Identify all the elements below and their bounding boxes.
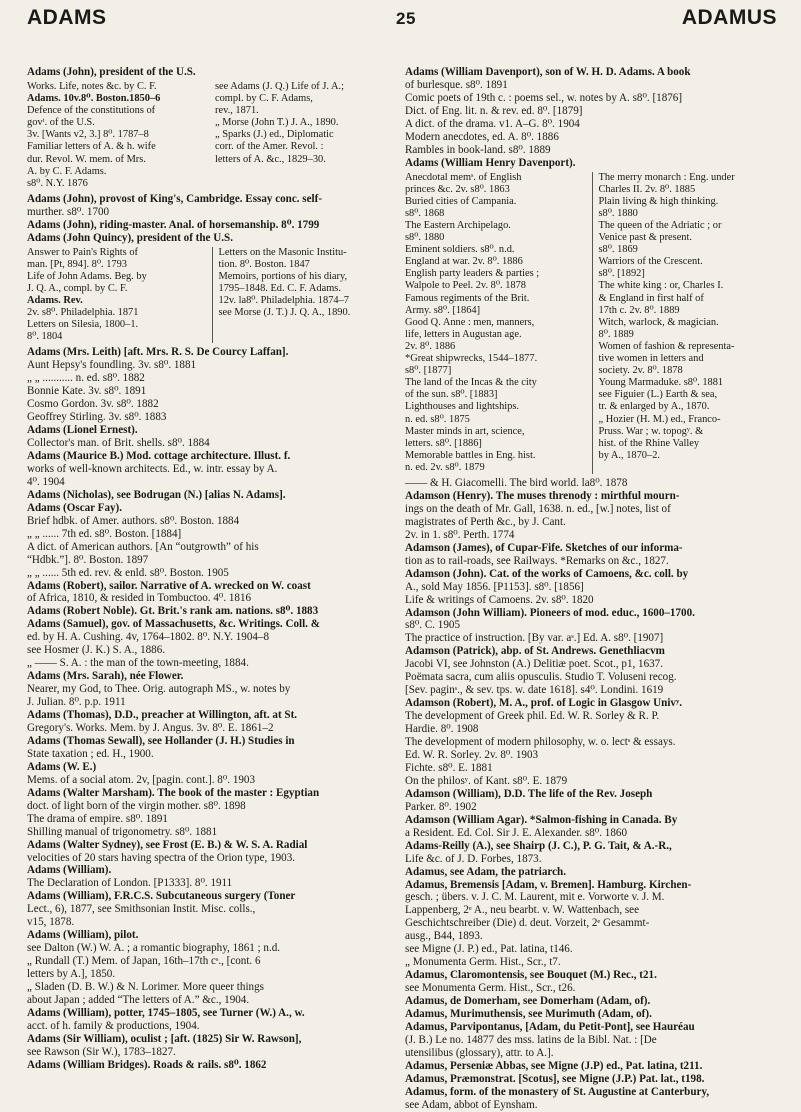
entry-line: Works. Life, notes &c. by C. F. — [27, 80, 157, 92]
entry-line: Collector's man. of Brit. shells. s8⁰. 1884 — [27, 437, 210, 450]
entry-line: —— & H. Giacomelli. The bird world. la8⁰. 1878 — [405, 476, 628, 489]
entry-line: Life & writings of Camoens. 2v. s8⁰. 1820 — [405, 593, 594, 606]
entry-line: 2v. s8⁰. Philadelphia. 1871 — [27, 307, 139, 319]
entry-line: Adams. Rev. — [27, 294, 83, 306]
entry-line: *Great shipwrecks, 1544–1877. — [405, 353, 538, 365]
entry-line: Adams (Mrs. Sarah), née Flower. — [27, 670, 184, 683]
entry-line: 3v. [Wants v2, 3.] 8⁰. 1787–8 — [27, 129, 149, 141]
entry-line: about Japan ; added “The letters of A.” &c., 1904. — [27, 994, 250, 1007]
entry-line: On the philosʸ. of Kant. s8⁰. E. 1879 — [405, 774, 568, 787]
entry-line: velocities of 20 stars having spectra of the Orion type, 1903. — [27, 851, 296, 864]
entry-line: „ Rundall (T.) Mem. of Japan, 16th–17th cˢ., [cont. 6 — [27, 955, 261, 968]
entry-line: The merry monarch : Eng. under — [598, 171, 735, 183]
entry-line: „ „ ...... 5th ed. rev. & enld. s8⁰. Boston. 1905 — [27, 566, 229, 579]
entry-line: society. 2v. 8⁰. 1878 — [598, 365, 683, 377]
entry-line: Jacobi VI, see Johnston (A.) Delitiæ poet. Scot., p1, 1637. — [405, 658, 664, 671]
entry-line: Adamus, Claromontensis, see Bouquet (M.) Rec., t21. — [405, 969, 657, 982]
entry-group — [405, 66, 777, 170]
entry-line: Gregory's. Works. Mem. by J. Angus. 3v. 8⁰. E. 1861–2 — [27, 722, 274, 734]
entry-line: compl. by C. F. Adams, — [215, 93, 313, 105]
entry-line: Adams (William Davenport), son of W. H. D. Adams. A book — [405, 66, 691, 78]
entry-line: [Sev. paginˢ., & sev. tps. w. date 1618]. s4⁰. Londini. 1619 — [405, 684, 664, 697]
entry-line: Witch, warlock, & magician. — [598, 316, 719, 328]
entry-line: ings on the death of Mr. Gall, 1638. n. ed., [w.] notes, list of — [405, 502, 671, 515]
entry-line: 2v. 8⁰. 1886 — [405, 340, 456, 352]
entry-line: The land of the Incas & the city — [405, 377, 537, 389]
two-column-block — [405, 172, 777, 474]
entry-line: Memoirs, portions of his diary, — [218, 270, 348, 282]
entry-line: see Adams (J. Q.) Life of J. A.; — [215, 80, 344, 92]
entry-line: 17th c. 2v. 8⁰. 1889 — [598, 304, 680, 316]
entry-line: Adamus, Murimuthensis, see Murimuth (Adam, of). — [405, 1008, 652, 1021]
entry-line: (J. B.) Le no. 14877 des mss. latins de la Bibl. Nat. : [De — [405, 1033, 657, 1046]
entry-line: Master minds in art, science, — [405, 425, 525, 437]
entry-line: of the sun. s8⁰. [1883] — [405, 389, 498, 401]
entry-line: Adamus, form. of the monastery of St. Augustine at Canterbury, — [405, 1085, 710, 1098]
entry-line: 8⁰. 1889 — [598, 328, 634, 340]
entry-line: Adams (Thomas Sewall), see Hollander (J. H.) Studies in — [27, 734, 295, 747]
entry-line: The drama of empire. s8⁰. 1891 — [27, 812, 168, 825]
entry-line: s8⁰. 1869 — [598, 244, 638, 256]
entry-line: The development of modern philosophy, w. o. lectˢ & essays. — [405, 736, 676, 749]
entry-line: Defence of the constitutions of — [27, 105, 156, 117]
entry-line: Buried cities of Campania. — [405, 195, 517, 207]
entry-line: acct. of h. family & productions, 1904. — [27, 1019, 200, 1032]
entry-line: 12v. la8⁰. Philadelphia. 1874–7 — [218, 294, 349, 306]
entry-line: 4⁰. 1904 — [27, 475, 65, 488]
entry-line: The queen of the Adriatic ; or — [598, 220, 722, 231]
entry-line: „ „ ...... 7th ed. s8⁰. Boston. [1884] — [27, 527, 182, 540]
entry-line: Anecdotal memˢ. of English — [405, 171, 522, 183]
entry-line: Brief hdbk. of Amer. authors. s8⁰. Boston. 1884 — [27, 514, 240, 527]
entry-line: letters by A.], 1850. — [27, 968, 116, 981]
entry-line: Parker. 8⁰. 1902 — [405, 800, 477, 813]
running-head-left: ADAMS — [27, 6, 107, 29]
sub-column-left — [27, 81, 207, 190]
entry-line: s8⁰. 1868 — [405, 207, 445, 219]
entry-line: n. ed. 2v. s8⁰. 1879 — [405, 461, 485, 473]
entry-line: Adamson (James), of Cupar-Fife. Sketches of our informa- — [405, 541, 683, 554]
entry-line: Adams (John), riding-master. Anal. of horsemanship. 8⁰. 1799 — [27, 218, 320, 231]
entry-line: Adams. 10v.8⁰. Boston.1850–6 — [27, 93, 161, 105]
entry-list — [405, 477, 777, 1112]
entry-line: State taxation ; ed. H., 1900. — [27, 747, 154, 760]
left-column — [27, 66, 395, 1072]
entry-line: Answer to Pain's Rights of — [27, 246, 138, 258]
entry-line: Pruss. War ; w. topogʸ. & — [598, 425, 704, 437]
entry-line: Walpole to Peel. 2v. 8⁰. 1878 — [405, 280, 526, 292]
entry-line: corr. of the Amer. Revol. : — [215, 141, 324, 153]
entry-line: „ Sladen (D. B. W.) & N. Lorimer. More queer things — [27, 981, 264, 994]
entry-line: see Morse (J. T.) J. Q. A., 1890. — [218, 307, 351, 319]
entry-line: Adams (Robert Noble). Gt. Brit.'s rank am. nations. s8⁰. 1883 — [27, 605, 319, 618]
entry-line: Adams (Thomas), D.D., preacher at Willington, aft. at St. — [27, 709, 298, 722]
entry-line: Charles II. 2v. 8⁰. 1885 — [598, 183, 696, 195]
entry-line: s8⁰. C. 1905 — [405, 619, 460, 632]
entry-line: Ed. W. R. Sorley. 2v. 8⁰. 1903 — [405, 748, 539, 761]
entry-line: see Dalton (W.) W. A. ; a romantic biography, 1861 ; n.d. — [27, 942, 281, 955]
entry-line: of burlesque. s8⁰. 1891 — [405, 78, 508, 91]
entry-line: Adams (John), provost of King's, Cambridge. Essay conc. self- — [27, 192, 323, 205]
entry-line: Life &c. of J. D. Forbes, 1873. — [405, 852, 542, 865]
entry-line: Adamus, Perseniæ Abbas, see Migne (J.P) ed., Pat. latina, t211. — [405, 1059, 703, 1072]
entry-line: Adams (Nicholas), see Bodrugan (N.) [alias N. Adams]. — [27, 488, 286, 501]
entry-line: Young Marmaduke. s8⁰. 1881 — [598, 377, 724, 389]
entry-line: Adamus, Bremensis [Adam, v. Bremen]. Hamburg. Kirchen- — [405, 878, 692, 891]
entry-line: see Monumenta Germ. Hist., Scr., t26. — [405, 982, 576, 995]
entry-line: gesch. ; übers. v. J. C. M. Laurent, mit e. Vorworte v. J. M. — [405, 891, 665, 904]
entry-line: Adamus, Præmonstrat. [Scotus], see Migne (J.P.) Pat. lat., t198. — [405, 1072, 705, 1085]
entry-line: Adams (Mrs. Leith) [aft. Mrs. R. S. De Courcy Laffan]. — [27, 346, 289, 359]
entry-line: A dict. of the drama. v1. A–G. 8⁰. 1904 — [405, 117, 580, 130]
entry-line: Good Q. Anne : men, manners, — [405, 316, 535, 328]
entry-line: Women of fashion & representa- — [598, 340, 735, 352]
entry-line: Venice past & present. — [598, 232, 692, 244]
entry-line: Familiar letters of A. & h. wife — [27, 141, 156, 153]
entry-line: works of well-known architects. Ed., w. intr. essay by A. — [27, 462, 278, 475]
entry-line: Adams (William). — [27, 864, 112, 877]
entry-line: 1795–1848. Ed. C. F. Adams. — [218, 282, 341, 294]
entry-line: tion as to rail-roads, see Railways. *Remarks on &c., 1827. — [405, 554, 669, 567]
entry-line: Adamus, de Domerham, see Domerham (Adam, of). — [405, 995, 651, 1008]
entry-line: Lighthouses and lightships. — [405, 401, 520, 413]
entry-line: Adamus, Parvipontanus, [Adam, du Petit-Pont], see Hauréau — [405, 1021, 695, 1033]
running-head-right: ADAMUS — [681, 6, 777, 29]
entry-line: letters of A. &c., 1829–30. — [215, 153, 326, 165]
entry-line: Adamson (John). Cat. of the works of Camoens, &c. coll. by — [405, 567, 689, 580]
page-header — [0, 0, 801, 46]
entry-line: „ Hozier (H. M.) ed., Franco- — [598, 413, 721, 425]
entry-line: Adamson (John William). Pioneers of mod. educ., 1600–1700. — [405, 606, 695, 619]
entry-line: govᵗ. of the U.S. — [27, 117, 95, 129]
entry-line: Plain living & high thinking. — [598, 195, 719, 207]
entry-line: utensilibus (glossary), attr. to A.]. — [405, 1046, 554, 1059]
entry-line: Adamson (Henry). The muses threnody : mirthful mourn- — [405, 489, 680, 502]
entry-line: of Africa, 1810, & resided in Tombuctoo. 4⁰. 1816 — [27, 592, 252, 605]
entry-line: see Hosmer (J. K.) S. A., 1886. — [27, 644, 166, 657]
entry-line: Shilling manual of trigonometry. s8⁰. 1881 — [27, 825, 218, 838]
entry-line: Adams (Sir William), oculist ; [aft. (1825) Sir W. Rawson], — [27, 1032, 302, 1045]
entry-heading: Adams (John), president of the U.S. — [27, 66, 196, 78]
right-column — [405, 66, 777, 1112]
entry-line: tive women in letters and — [598, 353, 704, 365]
entry-line: J. Julian. 8⁰. p.p. 1911 — [27, 696, 126, 709]
entry-line: Memorable battles in Eng. hist. — [405, 449, 536, 461]
entry-line: The practice of instruction. [By var. aˢ.] Ed. A. s8⁰. [1907] — [405, 632, 664, 645]
entry-line: Adams (Maurice B.) Mod. cottage architecture. Illust. f. — [27, 449, 291, 462]
entry-line: Adamson (Robert), M. A., prof. of Logic in Glasgow Univʸ. — [405, 697, 683, 710]
entry-line: Adams (William Bridges). Roads & rails. s8⁰. 1862 — [27, 1058, 267, 1071]
entry-line: see Adam, abbot of Eynsham. — [405, 1098, 538, 1111]
entry-line: A. by C. F. Adams. — [27, 165, 107, 177]
entry-line: Letters on Silesia, 1800–1. — [27, 319, 139, 331]
entry-line: Lect., 6), 1877, see Smithsonian Instit. Misc. colls., — [27, 903, 256, 916]
entry-line: s8⁰. 1880 — [405, 232, 445, 244]
sub-column-right — [215, 81, 395, 190]
entry-line: Famous regiments of the Brit. — [405, 292, 530, 304]
entry-line: Cosmo Gordon. 3v. s8⁰. 1882 — [27, 398, 159, 411]
entry-line: Adamus, see Adam, the patriarch. — [405, 865, 566, 878]
entry-line: The development of Greek phil. Ed. W. R. Sorley & R. P. — [405, 710, 660, 723]
entry-line: Geoffrey Stirling. 3v. s8⁰. 1883 — [27, 411, 167, 424]
sub-column-right — [212, 247, 396, 344]
entry-line: n. ed. s8⁰. 1875 — [405, 413, 470, 425]
entry-line: princes &c. 2v. s8⁰. 1863 — [405, 183, 510, 195]
entry-line: „ Sparks (J.) ed., Diplomatic — [215, 129, 334, 141]
entry-line: Adams (Oscar Fay). — [27, 501, 123, 514]
entry-line: Letters on the Masonic Institu- — [218, 246, 347, 258]
entry-line: 8⁰. 1804 — [27, 331, 63, 343]
entry-line: „ Morse (John T.) J. A., 1890. — [215, 117, 339, 129]
entry-line: tr. & enlarged by A., 1870. — [598, 401, 710, 413]
entry-line: murther. s8⁰. 1700 — [27, 205, 110, 218]
entry-line: Aunt Hepsy's foundling. 3v. s8⁰. 1881 — [27, 359, 197, 372]
entry-line: Comic poets of 19th c. : poems sel., w. notes by A. s8⁰. [1876] — [405, 91, 683, 104]
entry-line: by A., 1870–2. — [598, 449, 660, 461]
entry-line: life, letters in Augustan age. — [405, 328, 522, 340]
entry-line: „ „ ........... n. ed. s8⁰. 1882 — [27, 372, 145, 385]
entry-line: ed. by H. A. Cushing. 4v, 1764–1802. 8⁰. N.Y. 1904–8 — [27, 631, 270, 644]
two-column-block — [27, 247, 395, 344]
entry-line: English party leaders & parties ; — [405, 268, 540, 280]
entry-line: Dict. of Eng. lit. n. & rev. ed. 8⁰. [1879] — [405, 104, 583, 117]
two-column-block — [27, 81, 395, 190]
entry-line: Life of John Adams. Beg. by — [27, 270, 147, 282]
entry-line: Adams (William), F.R.C.S. Subcutaneous surgery (Toner — [27, 890, 296, 903]
entry-line: rev., 1871. — [215, 105, 259, 117]
entry-line: 2v. in 1. s8⁰. Perth. 1774 — [405, 528, 515, 541]
entry-line: hist. of the Rhine Valley — [598, 437, 700, 449]
entry-line: Bonnie Kate. 3v. s8⁰. 1891 — [27, 385, 147, 398]
entry-line: Eminent soldiers. s8⁰. n.d. — [405, 244, 515, 256]
entry-line: Adams (Samuel), gov. of Massachusetts, &c. Writings. Coll. & — [27, 618, 320, 631]
sub-column-right — [592, 172, 778, 474]
entry-line: Adams (John Quincy), president of the U.S. — [27, 231, 233, 244]
entry-line: A., sold May 1856. [P1153]. s8⁰. [1856] — [405, 580, 584, 593]
entry-line: Modern anecdotes, ed. A. 8⁰. 1886 — [405, 130, 559, 143]
entry-line: see Migne (J. P.) ed., Pat. latina, t146. — [405, 943, 573, 956]
entry-line: Fichte. s8⁰. E. 1881 — [405, 761, 493, 774]
entry-line: Adamson (William Agar). *Salmon-fishing in Canada. By — [405, 813, 678, 826]
sub-column-left — [27, 247, 204, 344]
entry-line: The Eastern Archipelago. — [405, 220, 511, 231]
entry-line: „ Monumenta Germ. Hist., Scr., t7. — [405, 956, 561, 969]
entry-line: England at war. 2v. 8⁰. 1886 — [405, 256, 523, 268]
entry-line: see Figuier (L.) Earth & sea, — [598, 389, 718, 401]
entry-line: s8⁰. N.Y. 1876 — [27, 177, 88, 189]
entry-line: Adams (William), potter, 1745–1805, see Turner (W.) A., w. — [27, 1006, 305, 1019]
entry-line: „ —— S. A. : the man of the town-meeting, 1884. — [27, 657, 249, 670]
entry-line: A dict. of American authors. [An “outgrowth” of his — [27, 540, 259, 553]
entry-line: tion. 8⁰. Boston. 1847 — [218, 258, 310, 270]
entry-line: J. Q. A., compl. by C. F. — [27, 282, 128, 294]
entry-line: Adams (Lionel Ernest). — [27, 424, 138, 437]
entry-line: doct. of light born of the virgin mother. s8⁰. 1898 — [27, 799, 246, 812]
entry-line: Mems. of a social atom. 2v, [pagin. cont.]. 8⁰. 1903 — [27, 773, 256, 786]
entry-line: v15, 1878. — [27, 916, 75, 929]
entry-line: Poëmata sacra, cum aliis opusculis. Studio T. Voluseni recog. — [405, 671, 677, 684]
sub-column-left — [405, 172, 584, 474]
entry-line: magistrates of Perth &c., by J. Cant. — [405, 515, 566, 528]
entry-line: s8⁰. [1892] — [598, 268, 645, 280]
entry-line: Adams (William Henry Davenport). — [405, 156, 576, 169]
entry-line: Geschichtschreiber (Die) d. deut. Vorzeit, 2ᵉ Gesammt- — [405, 917, 650, 930]
entry-list — [27, 346, 395, 1071]
entry-line: Adams (W. E.) — [27, 760, 97, 773]
entry-line: Adamson (Patrick), abp. of St. Andrews. Genethliacvm — [405, 645, 665, 658]
entry-line: & England in first half of — [598, 292, 704, 304]
entry-line: Adamson (William), D.D. The life of the Rev. Joseph — [405, 787, 653, 800]
entry-line: man. [Pt, 894]. 8⁰. 1793 — [27, 258, 127, 270]
page-number: 25 — [396, 9, 416, 28]
entry-line: s8⁰. 1880 — [598, 207, 638, 219]
entry-line: see Rawson (Sir W.), 1783–1827. — [27, 1045, 176, 1058]
entry-line: Adams (Walter Marsham). The book of the master : Egyptian — [27, 786, 320, 799]
entry-line: dur. Revol. W. mem. of Mrs. — [27, 153, 146, 165]
entry-line: Rambles in book-land. s8⁰. 1889 — [405, 143, 551, 156]
entry-line: Nearer, my God, to Thee. Orig. autograph MS., w. notes by — [27, 683, 291, 696]
entry-group — [27, 193, 395, 245]
entry-line: letters. s8⁰. [1886] — [405, 437, 482, 449]
entry-line: ausg., B44, 1893. — [405, 930, 483, 943]
entry-line: The Declaration of London. [P1333]. 8⁰. 1911 — [27, 877, 233, 890]
entry-line: Adams-Reilly (A.), see Shairp (J. C.), P. G. Tait, & A.-R., — [405, 839, 672, 852]
entry-line: Lappenberg, 2ᵉ A., neu bearbt. v. W. Wattenbach, see — [405, 904, 640, 917]
entry-line: a Resident. Ed. Col. Sir J. E. Alexander. s8⁰. 1860 — [405, 826, 627, 839]
entry-line: Adams (Robert), sailor. Narrative of A. wrecked on W. coast — [27, 579, 311, 592]
entry-line: Hardie. 8⁰. 1908 — [405, 723, 479, 736]
entry-line: Adams (Walter Sydney), see Frost (E. B.) & W. S. A. Radial — [27, 838, 308, 851]
entry-line: Warriors of the Crescent. — [598, 256, 703, 268]
entry-line: “Hdbk.”]. 8⁰. Boston. 1897 — [27, 553, 149, 566]
entry-line: s8⁰. [1877] — [405, 365, 452, 377]
entry-line: The white king : or, Charles I. — [598, 280, 724, 292]
entry-line: Adams (William), pilot. — [27, 929, 139, 942]
entry-line: Army. s8⁰. [1864] — [405, 304, 481, 316]
